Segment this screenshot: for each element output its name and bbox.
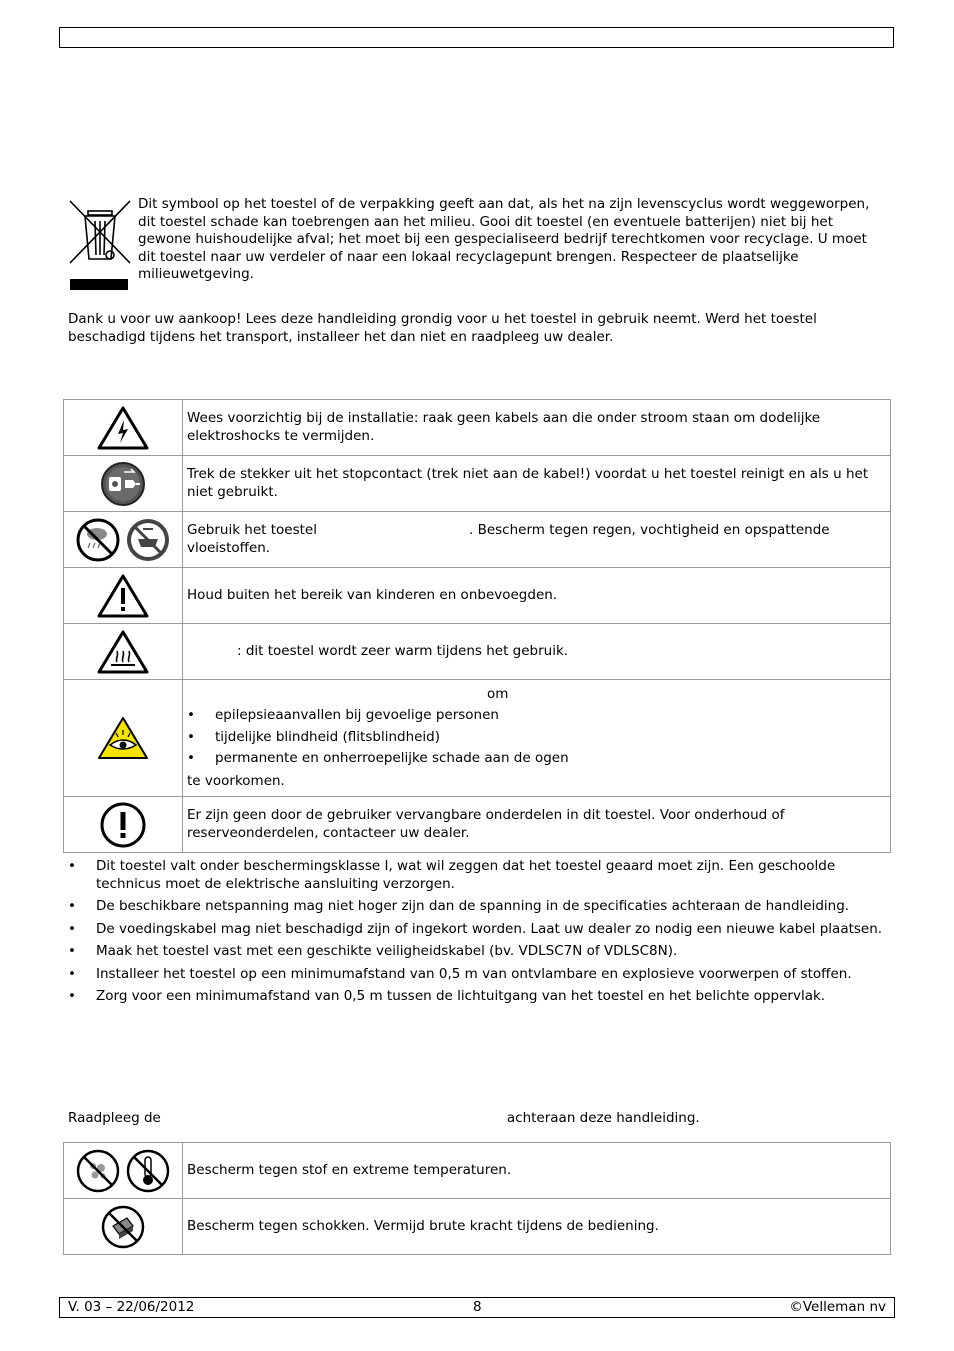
list-item: • tijdelijke blindheid (flitsblindheid) xyxy=(187,729,884,747)
footer-version: V. 03 – 22/06/2012 xyxy=(68,1299,195,1315)
row-text: Houd buiten het bereik van kinderen en onbevoegden. xyxy=(183,568,891,624)
table-row xyxy=(64,624,891,680)
list-item: • De beschikbare netspanning mag niet hoger zijn dan de spanning in de specificaties achteraan de handleiding. xyxy=(68,898,888,916)
list-item: • Installeer het toestel op een minimumafstand van 0,5 m van ontvlambare en explosieve voorwerpen of stoffen. xyxy=(68,966,888,984)
no-rain-icon xyxy=(75,517,121,563)
eye-tail: te voorkomen. xyxy=(187,772,285,789)
eye-hazard-icon xyxy=(96,715,150,761)
footer-page-number: 8 xyxy=(473,1299,482,1315)
table-row xyxy=(64,512,891,568)
safety-list xyxy=(68,858,888,1011)
icon-cell xyxy=(64,797,183,853)
table-row xyxy=(64,568,891,624)
no-water-splash-icon xyxy=(125,517,171,563)
row-text xyxy=(183,512,891,568)
consult-part-a: Raadpleeg de xyxy=(68,1110,161,1126)
footer-copyright: ©Velleman nv xyxy=(789,1299,886,1315)
icon-cell xyxy=(64,1199,183,1255)
table-row xyxy=(64,797,891,853)
icon-cell xyxy=(64,400,183,456)
unplug-icon xyxy=(100,461,146,507)
icon-cell xyxy=(64,680,183,797)
icon-cell xyxy=(64,1143,183,1199)
electric-shock-warning-icon xyxy=(96,405,150,451)
row-text: Wees voorzichtig bij de installatie: raak geen kabels aan die onder stroom staan om dodelijke elektroshocks te vermijden. xyxy=(183,400,891,456)
row-text-part-a: Gebruik het toestel xyxy=(187,522,317,538)
icon-cell xyxy=(64,624,183,680)
guidelines-table xyxy=(63,1142,891,1255)
no-dust-icon xyxy=(75,1148,121,1194)
icon-cell xyxy=(64,456,183,512)
row-text: Bescherm tegen stof en extreme temperaturen. xyxy=(183,1143,891,1199)
table-row xyxy=(64,456,891,512)
intro-paragraph: Dank u voor uw aankoop! Lees deze handleiding grondig voor u het toestel in gebruik neemt. Werd het toestel beschadigd tijdens het transport, installeer het dan niet en raadpleeg uw dealer. xyxy=(68,311,817,345)
list-item: • De voedingskabel mag niet beschadigd zijn of ingekort worden. Laat uw dealer zo nodig een nieuwe kabel plaatsen. xyxy=(68,921,888,939)
header-box xyxy=(59,27,894,48)
hot-surface-icon xyxy=(96,629,150,675)
weee-bin-icon xyxy=(68,197,132,293)
icon-cell xyxy=(64,568,183,624)
table-row xyxy=(64,1199,891,1255)
table-row xyxy=(64,400,891,456)
consult-line xyxy=(68,1110,888,1128)
row-text: Er zijn geen door de gebruiker vervangbare onderdelen in dit toestel. Voor onderhoud of reserveonderdelen, contacteer uw dealer. xyxy=(183,797,891,853)
exclamation-circle-icon xyxy=(98,802,148,848)
list-item: • Zorg voor een minimumafstand van 0,5 m tussen de lichtuitgang van het toestel en het belichte oppervlak. xyxy=(68,988,888,1006)
eye-lead: om xyxy=(487,685,509,702)
general-warning-icon xyxy=(96,573,150,619)
icon-cell xyxy=(64,512,183,568)
list-item: • Dit toestel valt onder beschermingsklasse I, wat wil zeggen dat het toestel geaard moet zijn. Een geschoolde technicus moet de elektrische aansluiting verzorgen. xyxy=(68,858,888,893)
safety-instructions-table xyxy=(63,399,891,853)
row-text: Trek de stekker uit het stopcontact (trek niet aan de kabel!) voordat u het toestel reinigt en als u het niet gebruikt. xyxy=(183,456,891,512)
table-row xyxy=(64,1143,891,1199)
list-item: • Maak het toestel vast met een geschikte veiligheidskabel (bv. VDLSC7N of VDLSC8N). xyxy=(68,943,888,961)
consult-part-b: achteraan deze handleiding. xyxy=(506,1110,700,1126)
weee-notice: Dit symbool op het toestel of de verpakking geeft aan dat, als het na zijn levenscyclus wordt weggeworpen, dit toestel schade kan toebrengen aan het milieu. Gooi dit toestel (en eventuele batterijen) niet bij het gewone huishoudelijke afval; het moet bij een gespecialiseerd bedrijf terechtkomen voor recyclage. U moet dit toestel naar uw verdeler of naar een lokaal recyclagepunt brengen. Respecteer de plaatselijke milieuwetgeving. xyxy=(138,196,870,282)
list-item: • permanente en onherroepelijke schade aan de ogen xyxy=(187,750,884,768)
list-item: • epilepsieaanvallen bij gevoelige personen xyxy=(187,707,884,725)
eye-hazard-text xyxy=(183,680,891,797)
table-row xyxy=(64,680,891,797)
no-shock-icon xyxy=(100,1204,146,1250)
row-text-part-b: . Bescherm tegen regen, vochtigheid en opspattende vloeistoffen. xyxy=(187,522,830,556)
no-extreme-temperature-icon xyxy=(125,1148,171,1194)
footer xyxy=(59,1297,895,1318)
row-text: : dit toestel wordt zeer warm tijdens het gebruik. xyxy=(183,624,891,680)
row-text: Bescherm tegen schokken. Vermijd brute kracht tijdens de bediening. xyxy=(183,1199,891,1255)
